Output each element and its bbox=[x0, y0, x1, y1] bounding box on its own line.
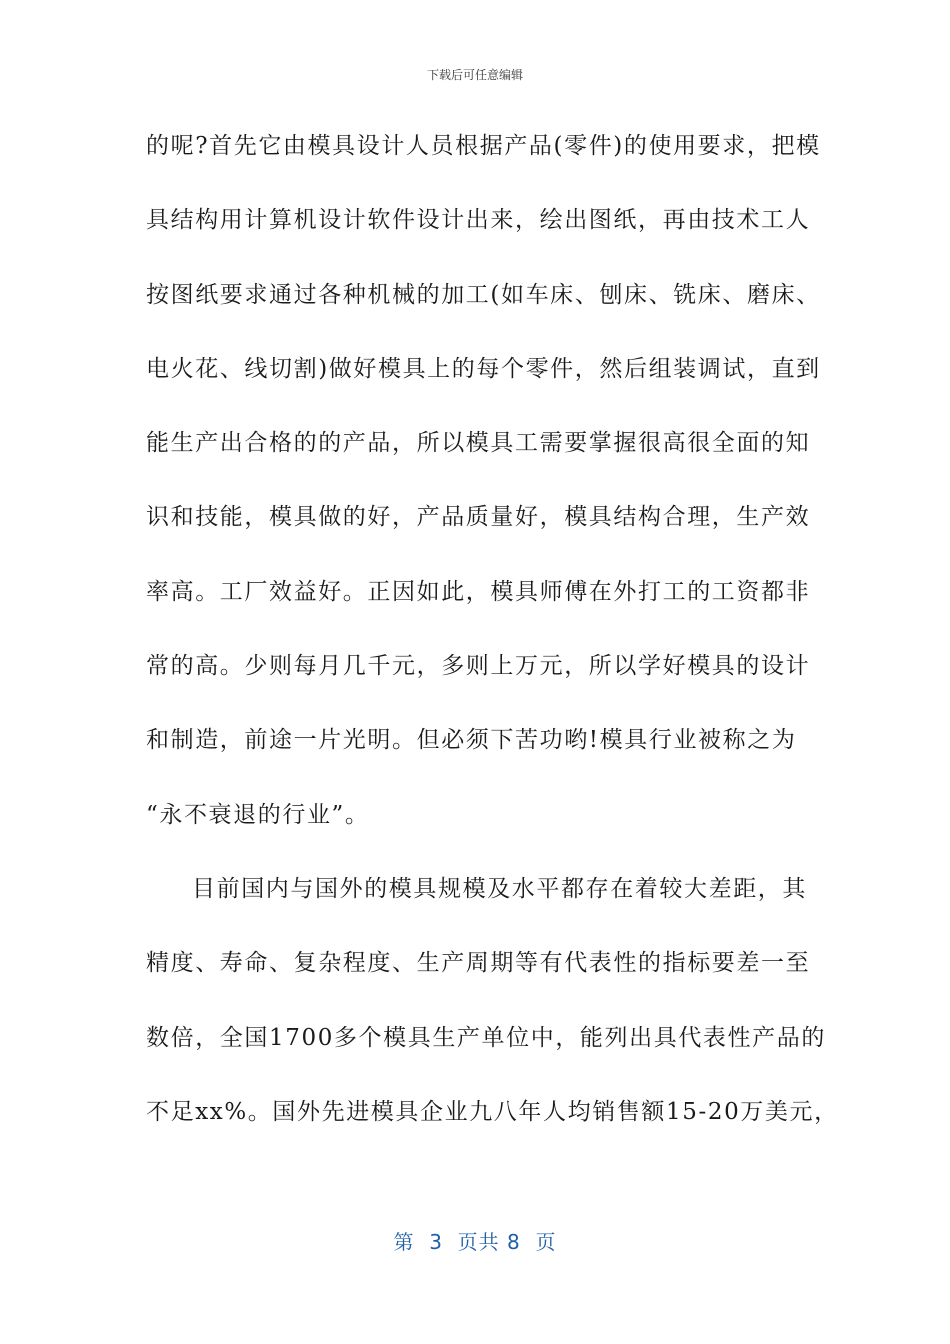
paragraph-first-line: 目前国内与国外的模具规模及水平都存在着较大差距，其 bbox=[192, 875, 807, 902]
text-line: 精度、寿命、复杂程度、生产周期等有代表性的指标要差一至 bbox=[146, 950, 811, 977]
text-line: 具结构用计算机设计软件设计出来，绘出图纸，再由技术工人 bbox=[146, 207, 811, 234]
text-line: 数倍，全国1700多个模具生产单位中，能列出具代表性产品的 bbox=[146, 1024, 826, 1051]
text-line: 按图纸要求通过各种机械的加工(如车床、刨床、铣床、磨床、 bbox=[146, 281, 821, 308]
text-line: 的呢?首先它由模具设计人员根据产品(零件)的使用要求，把模 bbox=[146, 133, 821, 159]
text-line: 不足xx%。国外先进模具企业九八年人均销售额15-20万美元， bbox=[146, 1098, 839, 1125]
page-header: 下载后可任意编辑 bbox=[426, 68, 523, 82]
text-line: 和制造，前途一片光明。但必须下苦功哟!模具行业被称之为 bbox=[146, 727, 797, 754]
text-line: 识和技能，模具做的好，产品质量好，模具结构合理，生产效 bbox=[146, 504, 811, 531]
text-line: 常的高。少则每月几千元，多则上万元，所以学好模具的设计 bbox=[146, 653, 811, 680]
page-number-footer: 第 3 页共 8 页 bbox=[393, 1230, 557, 1254]
text-line: 电火花、线切割)做好模具上的每个零件，然后组装调试，直到 bbox=[146, 355, 821, 382]
text-line: 率高。工厂效益好。正因如此，模具师傅在外打工的工资都非 bbox=[146, 578, 811, 605]
text-line: “永不衰退的行业”。 bbox=[146, 801, 370, 828]
document-body bbox=[146, 124, 839, 1164]
text-line: 能生产出合格的的产品，所以模具工需要掌握很高很全面的知 bbox=[146, 430, 811, 457]
